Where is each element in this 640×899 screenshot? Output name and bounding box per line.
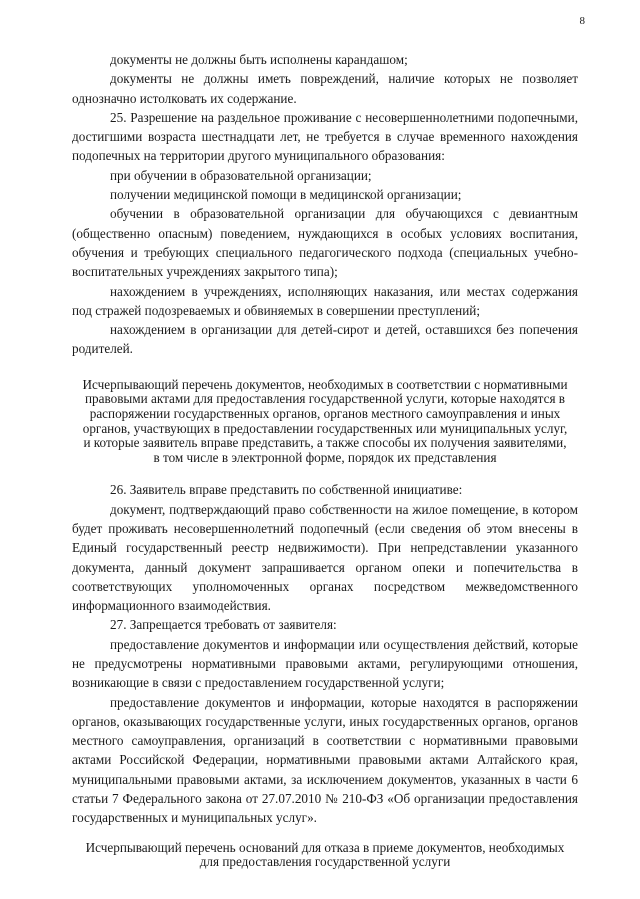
paragraph-ownership-document: документ, подтверждающий право собственности на жилое помещение, в котором будет проживать несовершеннолетний подопечный (если сведения об этом внесены в Единый государственный реестр недвижимости). При непредставлении указанного документа, данный документ запрашивается органом опеки и попечительства в соответствующих уполномоченных органах посредством межведомственного информационного взаимодействия.: [72, 501, 578, 614]
paragraph-pencil: документы не должны быть исполнены карандашом;: [110, 52, 408, 67]
document-body: [72, 50, 578, 870]
list-item-penal-institutions: нахождением в учреждениях, исполняющих наказания, или местах содержания под стражей подозреваемых и обвиняемых в совершении преступлений;: [72, 283, 578, 318]
list-item-documents-held-by-agencies: предоставление документов и информации, которые находятся в распоряжении органов, оказывающих государственные услуги, иных государственных органов, органов местного самоуправления, организаций в соответствии с нормативными правовыми актами Российской Федерации, нормативными правовыми актами Алтайского края, муниципальными правовыми актами, за исключением документов, указанных в части 6 статьи 7 Федерального закона от 27.07.2010 № 210-ФЗ «Об организации предоставления государственных и муниципальных услуг».: [72, 694, 578, 826]
list-item-special-education: обучении в образовательной организации для обучающихся с девиантным (общественно опасным) поведением, нуждающихся в особых условиях воспитания, обучения и требующих специального педагогического подхода (специальных учебно-воспитательных учреждениях закрытого типа);: [72, 206, 578, 280]
paragraph-27: 27. Запрещается требовать от заявителя:: [110, 617, 337, 633]
paragraph-damage: документы не должны иметь повреждений, наличие которых не позволяет однозначно истолковать их содержание.: [72, 71, 578, 106]
page-number: 8: [579, 15, 585, 27]
paragraph-25: 25. Разрешение на раздельное проживание с несовершеннолетними подопечными, достигшими возраста шестнадцати лет, не требуется в случае временного нахождения подопечных на территории другого муниципального образования:: [72, 109, 578, 164]
list-item-not-required-actions: предоставление документов и информации или осуществления действий, которые не предусмотрены нормативными правовыми актами, регулирующими отношения, возникающие в связи с предоставлением государственной услуги;: [72, 636, 578, 691]
list-item-education: при обучении в образовательной организации;: [110, 167, 372, 183]
section-heading-refusal: Исчерпывающий перечень оснований для отказа в приеме документов, необходимых для предоставления государственной услуги: [85, 839, 565, 870]
list-item-medical: получении медицинской помощи в медицинской организации;: [110, 187, 462, 203]
paragraph-26: 26. Заявитель вправе представить по собственной инициативе:: [110, 482, 463, 498]
section-heading-documents: Исчерпывающий перечень документов, необходимых в соответствии с нормативными правовыми актами для предоставления государственной услуги, которые находятся в распоряжении государственных органов, органов местного самоуправления и иных органов, участвующих в предоставлении государственных или муниципальных услуг, и которые заявитель вправе представить, а также способы их получения заявителями, в том числе в электронной форме, порядок их представления: [82, 376, 568, 465]
list-item-orphan-organization: нахождением в организации для детей-сирот и детей, оставшихся без попечения родителей.: [72, 322, 578, 357]
